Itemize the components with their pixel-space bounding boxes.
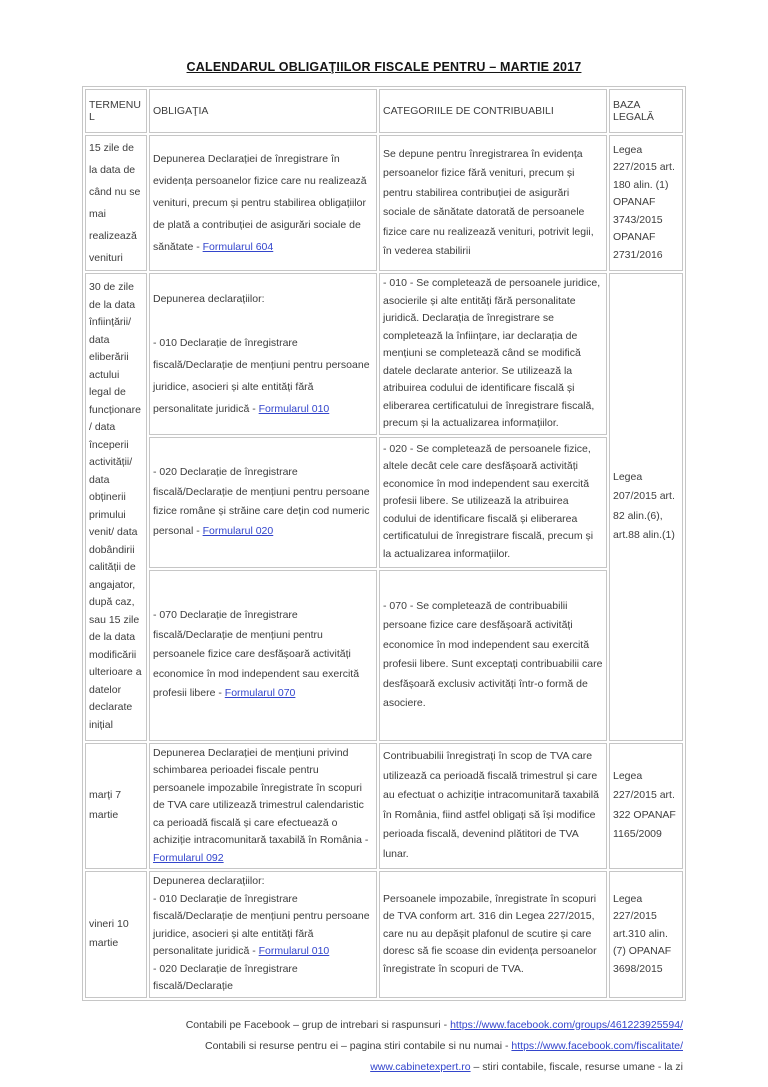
baza-cell: Legea 227/2015 art. 180 alin. (1) OPANAF 3743/2015 OPANAF 2731/2016 <box>609 135 683 271</box>
obligatia-cell: - 070 Declarație de înregistrare fiscală/Declarație de mențiuni pentru persoanele fizice care desfășoară activități economice în mod independent sau exercită profesii libere - Formularul 070 <box>149 570 377 741</box>
table-row <box>85 743 683 870</box>
baza-cell: Legea 207/2015 art. 82 alin.(6), art.88 alin.(1) <box>609 273 683 741</box>
termen-cell: vineri 10 martie <box>85 871 147 998</box>
termen-cell: 30 de zile de la data înființării/ data eliberării actului legal de funcționare/ data începerii activității/ data obținerii primului venit/ data dobândirii calității de angajator, după caz, sau 15 zile de la data modificării ulterioare a datelor declarate inițial <box>85 273 147 741</box>
baza-cell: Legea 227/2015 art. 322 OPANAF 1165/2009 <box>609 743 683 870</box>
text-link[interactable]: Formularul 010 <box>258 945 330 957</box>
col-header-baza-legala: BAZA LEGALĂ <box>609 89 683 133</box>
col-header-termenul: TERMENUL <box>85 89 147 133</box>
footer-line-facebook-group: Contabili pe Facebook – grup de intrebari si raspunsuri - https://www.facebook.com/groups/461223925594/ <box>185 1018 683 1031</box>
baza-cell: Legea 227/2015 art.310 alin.(7) OPANAF 3698/2015 <box>609 871 683 998</box>
text-link[interactable]: Formularul 010 <box>258 402 330 415</box>
categorii-cell: - 070 - Se completează de contribuabilii persoane fizice care desfășoară activități economice în mod independent sau exercită profesii libere. Sunt exceptați contribuabilii care desfășoară exclusiv activități într-o formă de asociere. <box>379 570 607 741</box>
text-link[interactable]: Formularul 604 <box>202 241 274 253</box>
footer-line-cabinetexpert: www.cabinetexpert.ro – stiri contabile, fiscale, resurse umane - la zi <box>370 1060 683 1073</box>
text-link[interactable]: Formularul 092 <box>153 851 224 864</box>
text-link[interactable]: https://www.facebook.com/fiscalitate/ <box>511 1039 683 1052</box>
termen-cell: 15 zile de la data de când nu se mai realizează venituri <box>85 135 147 271</box>
header-row <box>85 89 683 133</box>
col-header-obligatia: OBLIGAŢIA <box>149 89 377 133</box>
text-link[interactable]: www.cabinetexpert.ro <box>370 1060 471 1073</box>
text-link[interactable]: Formularul 020 <box>202 524 274 537</box>
categorii-cell: Contribuabilii înregistrați în scop de TVA care utilizează ca perioadă fiscală trimestrul și care au efectuat o achiziție intracomunitară taxabilă în România, fiind astfel obligați să își modifice perioada fiscală, devenind plătitori de TVA lunar. <box>379 743 607 870</box>
footer-line-facebook-page: Contabili si resurse pentru ei – pagina stiri contabile si nu numai - https://www.facebook.com/fiscalitate/ <box>205 1039 683 1052</box>
categorii-cell: Persoanele impozabile, înregistrate în scopuri de TVA conform art. 316 din Legea 227/2015, care nu au depășit plafonul de scutire și care doresc să fie scoase din evidența persoanelor înregistrate în scopuri de TVA. <box>379 871 607 998</box>
text-link[interactable]: https://www.facebook.com/groups/461223925594/ <box>450 1018 683 1031</box>
obligatia-cell: Depunerea declarațiilor: - 010 Declarație de înregistrare fiscală/Declarație de mențiuni pentru persoane juridice, asocieri și alte entități fără personalitate juridică - Formularul 010 <box>149 273 377 435</box>
table-row <box>85 273 683 435</box>
footer <box>85 1015 683 1078</box>
obligatia-cell: - 020 Declarație de înregistrare fiscală/Declarație de mențiuni pentru persoane fizice române și străine care dețin cod numeric personal - Formularul 020 <box>149 437 377 568</box>
table-row <box>85 570 683 741</box>
obligatia-cell: Depunerea declarațiilor: - 010 Declarație de înregistrare fiscală/Declarație de mențiuni pentru persoane juridice, asocieri și alte entități fără personalitate juridică - Formularul 010 - 020 Declarație de înregistrare fiscală/Declarație <box>149 871 377 998</box>
fiscal-calendar-table <box>82 86 686 1001</box>
col-header-categorii: CATEGORIILE DE CONTRIBUABILI <box>379 89 607 133</box>
categorii-cell: - 020 - Se completează de persoanele fizice, altele decât cele care desfășoară activități economice în mod independent sau exercită profesii libere. Se utilizează la atribuirea codului de identificare fiscală și eliberarea certificatului de înregistrare fiscală, precum și la actualizarea informațiilor. <box>379 437 607 568</box>
table-row <box>85 135 683 271</box>
categorii-cell: - 010 - Se completează de persoanele juridice, asocierile și alte entități fără personalitate juridică. Declarația de înregistrare se completează la înființare, iar declarația de mențiuni se completează când se modifică datele declarate anterior. Se utilizează la atribuirea codului de identificare fiscală și eliberarea certificatului de înregistrare fiscală, precum și la actualizarea informațiilor. <box>379 273 607 435</box>
table-row <box>85 871 683 998</box>
document-page <box>0 60 768 1078</box>
termen-cell: marți 7 martie <box>85 743 147 870</box>
obligatia-cell: Depunerea Declarației de mențiuni privind schimbarea perioadei fiscale pentru persoanele impozabile înregistrate în scopuri de TVA care utilizează trimestrul calendaristic ca perioadă fiscală și care efectuează o achiziție intracomunitară taxabilă în România - Formularul 092 <box>149 743 377 870</box>
table-row <box>85 437 683 568</box>
page-title: CALENDARUL OBLIGAŢIILOR FISCALE PENTRU – MARTIE 2017 <box>186 60 582 74</box>
obligatia-cell: Depunerea Declarației de înregistrare în evidența persoanelor fizice care nu realizează venituri, precum și pentru stabilirea obligațiilor de plată a contribuției de asigurări sociale de sănătate - Formularul 604 <box>149 135 377 271</box>
categorii-cell: Se depune pentru înregistrarea în evidența persoanelor fizice fără venituri, precum și pentru stabilirea contribuției de asigurări sociale de sănătate datorată de persoanele fizice care nu realizează venituri, potrivit legii, în vederea stabilirii <box>379 135 607 271</box>
text-link[interactable]: Formularul 070 <box>224 687 296 700</box>
